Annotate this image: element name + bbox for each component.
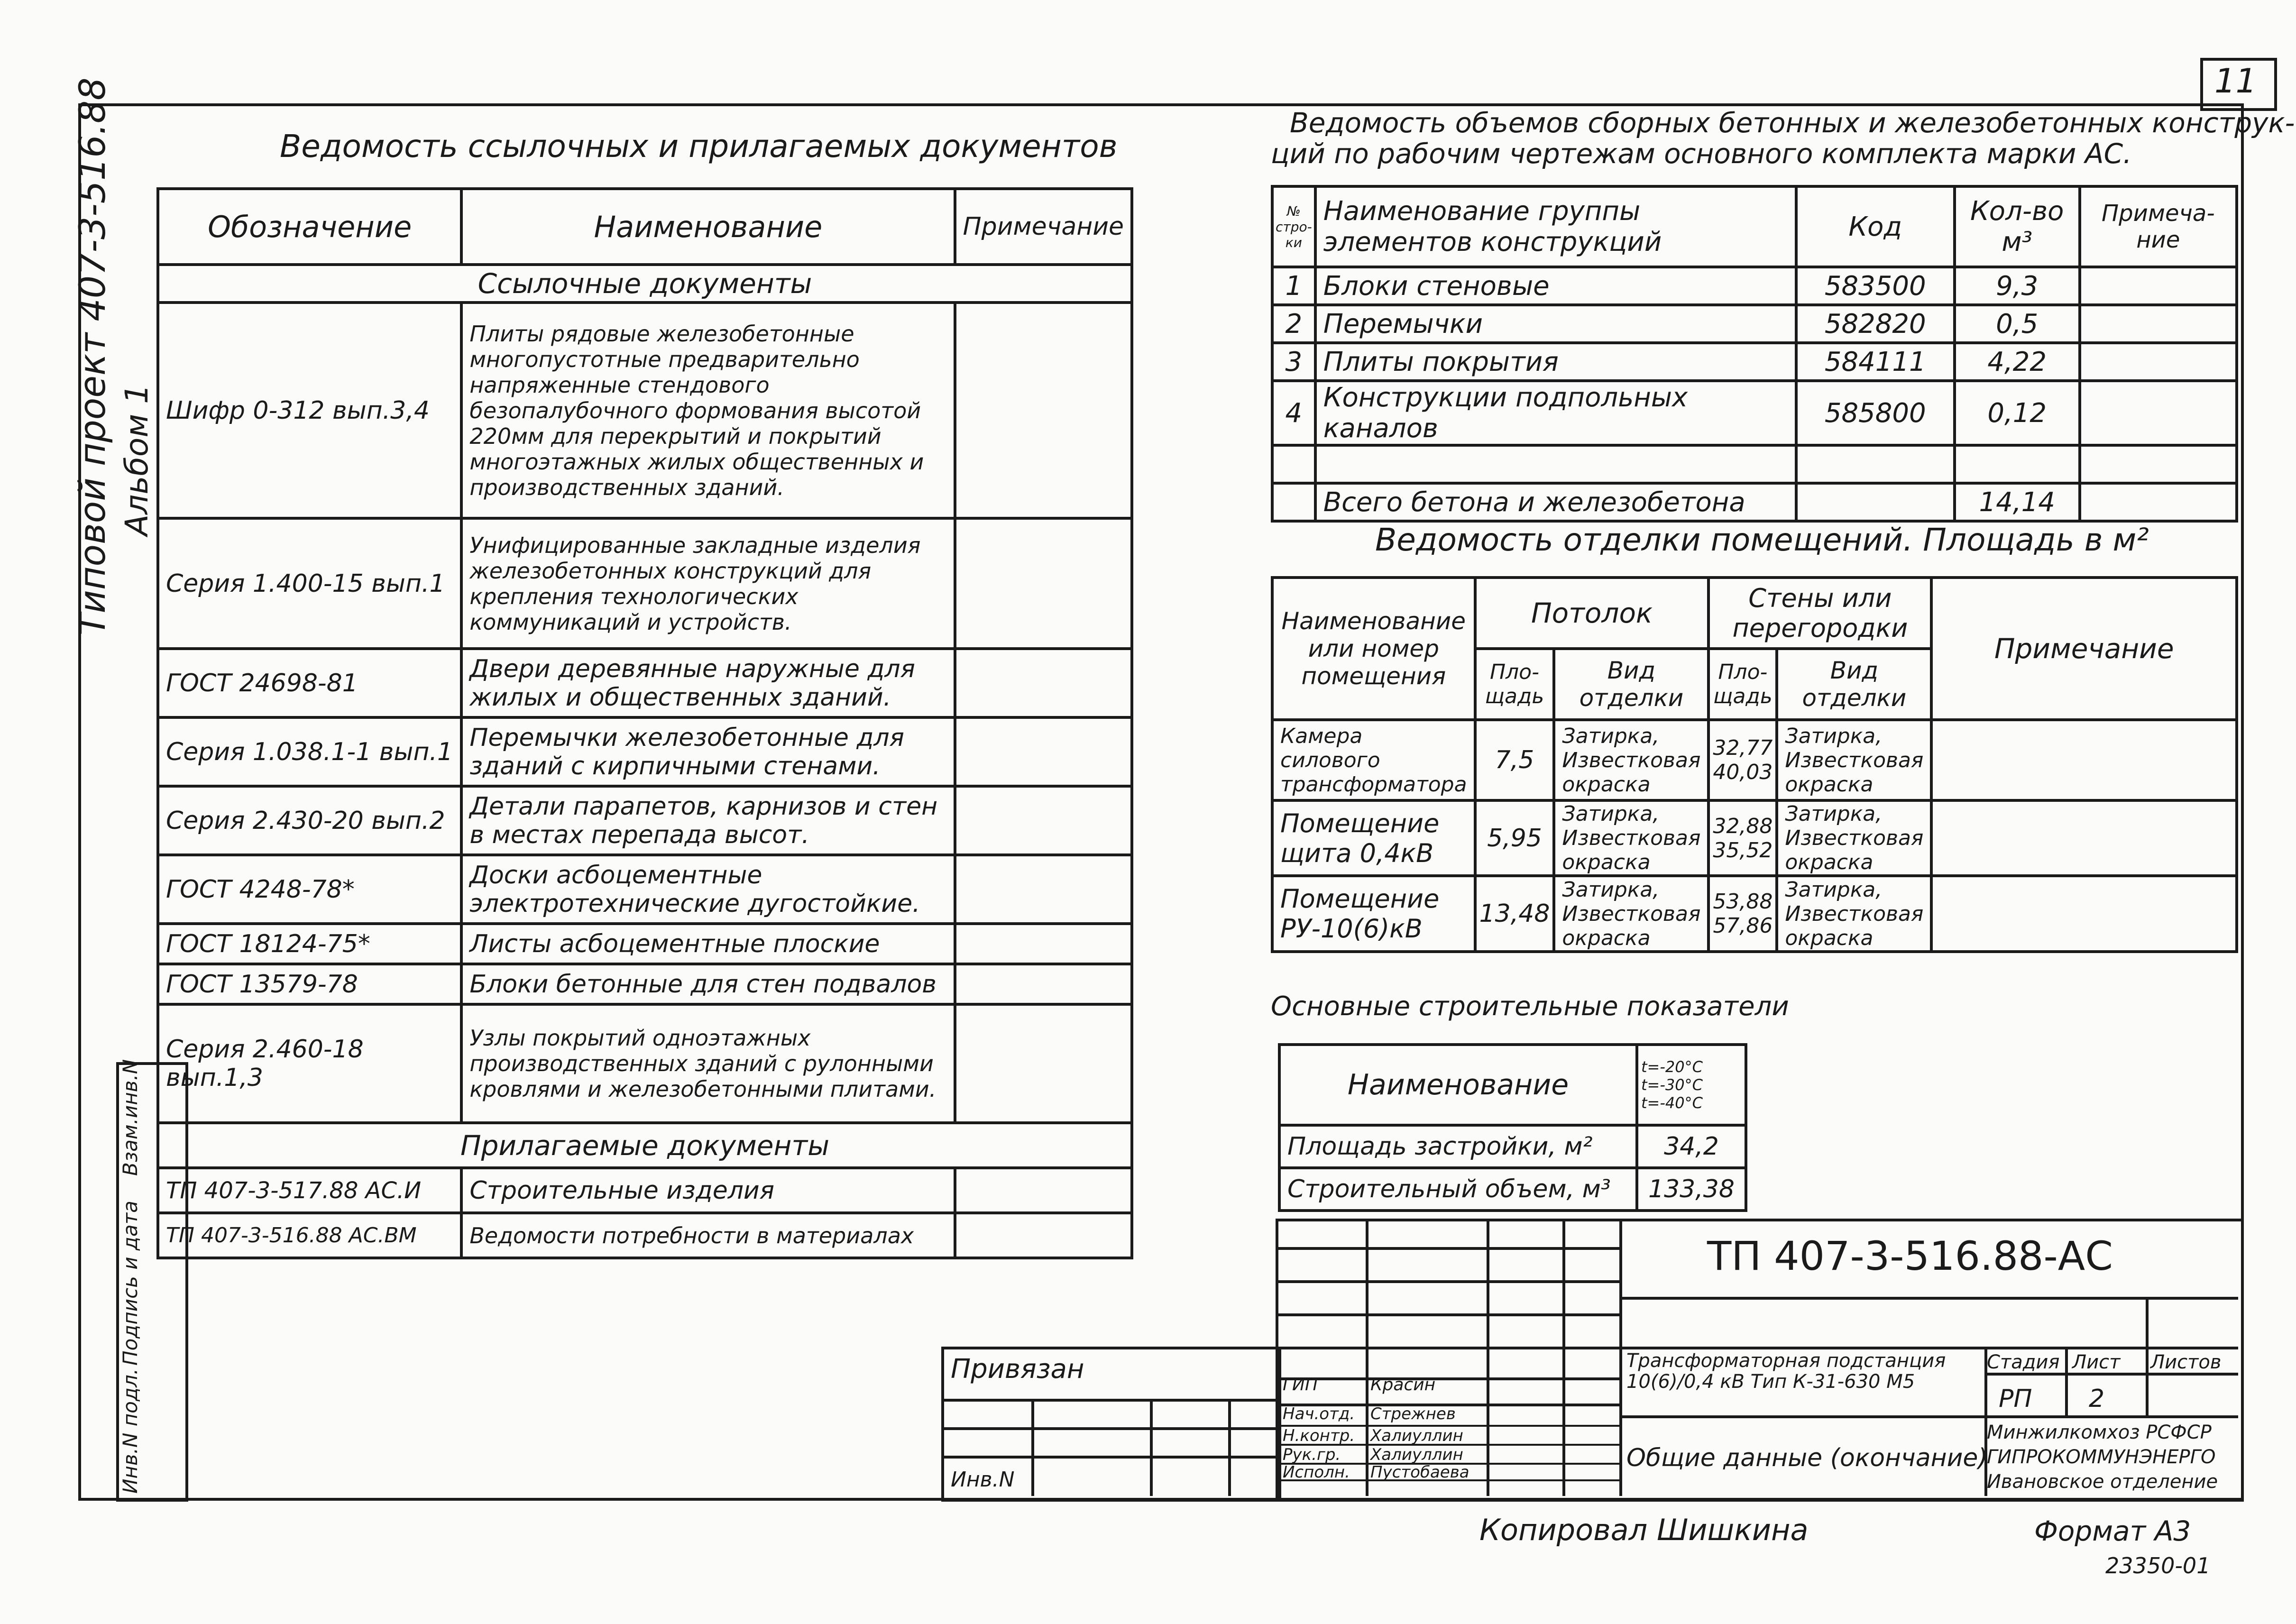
stamp-name: Красин: [1370, 1375, 1436, 1395]
walls-kind: Затирка, Известковая окраска: [1777, 800, 1931, 876]
ref-name: Плиты рядовые железобетонные многопустотные предварительно напряженные стендового безопалубочного формования высотой 220мм для перекрытий и покрытий многоэтажных жилых общественных и производственных зданий.: [461, 303, 955, 518]
ceiling-kind-header: Вид отделки: [1554, 649, 1708, 720]
walls-area: 53,88 57,86: [1708, 876, 1777, 952]
att-code: ТП 407-3-516.88 АС.ВМ: [158, 1213, 461, 1258]
stamp-role: Н.контр.: [1283, 1426, 1355, 1445]
ref-name: Листы асбоцементные плоские: [461, 924, 955, 964]
vol-total-label: Всего бетона и железобетона: [1315, 483, 1796, 521]
vol-code: 585800: [1796, 381, 1955, 445]
page-number: 11: [2214, 62, 2257, 101]
strip-sign-date: Подпись и дата: [119, 1201, 142, 1366]
volume-title-line2: ций по рабочим чертежам основного комплекта марки АС.: [1271, 138, 2132, 170]
col-walls-header: Стены или перегородки: [1708, 578, 1931, 649]
volume-title-line1: Ведомость объемов сборных бетонных и железобетонных конструк-: [1290, 107, 2295, 139]
vol-qty: 0,12: [1955, 381, 2080, 445]
finish-table: [1271, 576, 2238, 953]
ind-name: Площадь застройки, м²: [1279, 1125, 1637, 1168]
ref-code: Серия 2.430-20 вып.2: [158, 786, 461, 855]
side-album: Альбом 1: [119, 384, 155, 536]
col-note-header: Примечание: [955, 189, 1132, 265]
ref-code: Серия 1.400-15 вып.1: [158, 518, 461, 649]
doc-code: ТП 407-3-516.88-АС: [1707, 1233, 2113, 1279]
ind-name-header: Наименование: [1279, 1045, 1637, 1125]
vol-total-qty: 14,14: [1955, 483, 2080, 521]
stage-header: Стадия: [1987, 1351, 2060, 1373]
privyazan-label: Привязан: [951, 1354, 1084, 1385]
ref-name: Доски асбоцементные электротехнические дугостойкие.: [461, 855, 955, 924]
vol-qty: 9,3: [1955, 267, 2080, 305]
sheet-header: Лист: [2072, 1351, 2121, 1373]
col-group-name-header: Наименование группы элементов конструкций: [1315, 186, 1796, 267]
vol-num: 3: [1272, 343, 1315, 381]
sheet-title: Общие данные (окончание): [1626, 1444, 1988, 1472]
vol-code: 583500: [1796, 267, 1955, 305]
archive-number: 23350-01: [2105, 1553, 2211, 1578]
ref-name: Двери деревянные наружные для жилых и общественных зданий.: [461, 649, 955, 717]
vol-name: Плиты покрытия: [1315, 343, 1796, 381]
stage-value: РП: [1999, 1385, 2032, 1413]
side-project-code: Типовой проект 407-3-516.88: [71, 77, 113, 635]
ref-name: Унифицированные закладные изделия железобетонных конструкций для крепления технологических коммуникаций и устройств.: [461, 518, 955, 649]
copied-by: Копировал Шишкина: [1479, 1513, 1809, 1547]
ind-val: 34,2: [1637, 1125, 1746, 1168]
col-qty-header: Кол-во м³: [1955, 186, 2080, 267]
vol-code: 584111: [1796, 343, 1955, 381]
stamp-name: Халиуллин: [1370, 1445, 1463, 1464]
vol-qty: 4,22: [1955, 343, 2080, 381]
object-name: Трансформаторная подстанция 10(6)/0,4 кВ Тип К-31-630 М5: [1626, 1350, 1946, 1393]
ref-name: Блоки бетонные для стен подвалов: [461, 964, 955, 1004]
ref-code: Шифр 0-312 вып.3,4: [158, 303, 461, 518]
walls-kind-header: Вид отделки: [1777, 649, 1931, 720]
privyazan-inv: Инв.N: [951, 1468, 1015, 1492]
finish-title: Ведомость отделки помещений. Площадь в м²: [1375, 522, 2149, 558]
col-code-header: Обозначение: [158, 189, 461, 265]
col-code-header: Код: [1796, 186, 1955, 267]
ref-code: ГОСТ 18124-75*: [158, 924, 461, 964]
stamp-role: ГИП: [1283, 1375, 1318, 1395]
ref-table-title: Ведомость ссылочных и прилагаемых документов: [280, 128, 1118, 165]
ref-code: ГОСТ 24698-81: [158, 649, 461, 717]
vol-name: Перемычки: [1315, 305, 1796, 343]
ref-code: Серия 1.038.1-1 вып.1: [158, 717, 461, 786]
stamp-role: Нач.отд.: [1283, 1404, 1355, 1423]
ceiling-area: 5,95: [1475, 800, 1554, 876]
att-name: Ведомости потребности в материалах: [461, 1213, 955, 1258]
col-name-header: Наименование: [461, 189, 955, 265]
col-row-num-header: № стро-ки: [1272, 186, 1315, 267]
ref-name: Детали парапетов, карнизов и стен в местах перепада высот.: [461, 786, 955, 855]
walls-area-header: Пло-щадь: [1708, 649, 1777, 720]
vol-num: 4: [1272, 381, 1315, 445]
vol-name: Блоки стеновые: [1315, 267, 1796, 305]
walls-area: 32,77 40,03: [1708, 720, 1777, 800]
ref-code: ГОСТ 4248-78*: [158, 855, 461, 924]
ceiling-kind: Затирка, Известковая окраска: [1554, 800, 1708, 876]
walls-kind: Затирка, Известковая окраска: [1777, 876, 1931, 952]
finish-room: Помещение щита 0,4кВ: [1272, 800, 1475, 876]
ceiling-area: 7,5: [1475, 720, 1554, 800]
finish-room: Помещение РУ-10(6)кВ: [1272, 876, 1475, 952]
stamp-role: Исполн.: [1283, 1463, 1350, 1482]
sheet-value: 2: [2089, 1385, 2105, 1413]
indicators-title: Основные строительные показатели: [1271, 991, 1789, 1022]
ceiling-kind: Затирка, Известковая окраска: [1554, 720, 1708, 800]
vol-code: 582820: [1796, 305, 1955, 343]
att-code: ТП 407-3-517.88 АС.И: [158, 1168, 461, 1213]
walls-area: 32,88 35,52: [1708, 800, 1777, 876]
ceiling-kind: Затирка, Известковая окраска: [1554, 876, 1708, 952]
ind-val: 133,38: [1637, 1168, 1746, 1211]
section-referenced: Ссылочные документы: [158, 265, 1132, 303]
section-attached: Прилагаемые документы: [158, 1123, 1132, 1168]
ceiling-area: 13,48: [1475, 876, 1554, 952]
ref-name: Перемычки железобетонные для зданий с кирпичными стенами.: [461, 717, 955, 786]
vol-name: Конструкции подпольных каналов: [1315, 381, 1796, 445]
ref-code: ГОСТ 13579-78: [158, 964, 461, 1004]
ref-name: Узлы покрытий одноэтажных производственных зданий с рулонными кровлями и железобетонными плитами.: [461, 1004, 955, 1123]
volume-table: [1271, 185, 2238, 523]
col-note-header: Примечание: [1931, 578, 2237, 720]
ind-name: Строительный объем, м³: [1279, 1168, 1637, 1211]
col-room-header: Наименование или номер помещения: [1272, 578, 1475, 720]
stamp-name: Пустобаева: [1370, 1463, 1469, 1482]
strip-inv: Инв.N подл.: [119, 1368, 142, 1494]
stamp-name: Халиуллин: [1370, 1426, 1463, 1445]
ind-temp-header: t=-20°C t=-30°C t=-40°C: [1637, 1045, 1746, 1125]
reference-documents-table: [156, 187, 1133, 1259]
vol-num: 1: [1272, 267, 1315, 305]
walls-kind: Затирка, Известковая окраска: [1777, 720, 1931, 800]
vol-num: 2: [1272, 305, 1315, 343]
stamp-name: Стрежнев: [1370, 1404, 1456, 1423]
stamp-role: Рук.гр.: [1283, 1445, 1341, 1464]
col-ceiling-header: Потолок: [1475, 578, 1709, 649]
ceiling-area-header: Пло-щадь: [1475, 649, 1554, 720]
sheets-header: Листов: [2150, 1351, 2222, 1373]
ref-code: Серия 2.460-18 вып.1,3: [158, 1004, 461, 1123]
vol-qty: 0,5: [1955, 305, 2080, 343]
organization: Минжилкомхоз РСФСР ГИПРОКОММУНЭНЕРГО Ивановское отделение: [1987, 1422, 2218, 1493]
col-note-header: Примеча-ние: [2080, 186, 2237, 267]
format: Формат А3: [2034, 1515, 2191, 1547]
strip-vzam: Взам.инв.N: [119, 1059, 142, 1176]
finish-room: Камера силового трансформатора: [1272, 720, 1475, 800]
indicators-table: [1278, 1043, 1747, 1212]
att-name: Строительные изделия: [461, 1168, 955, 1213]
